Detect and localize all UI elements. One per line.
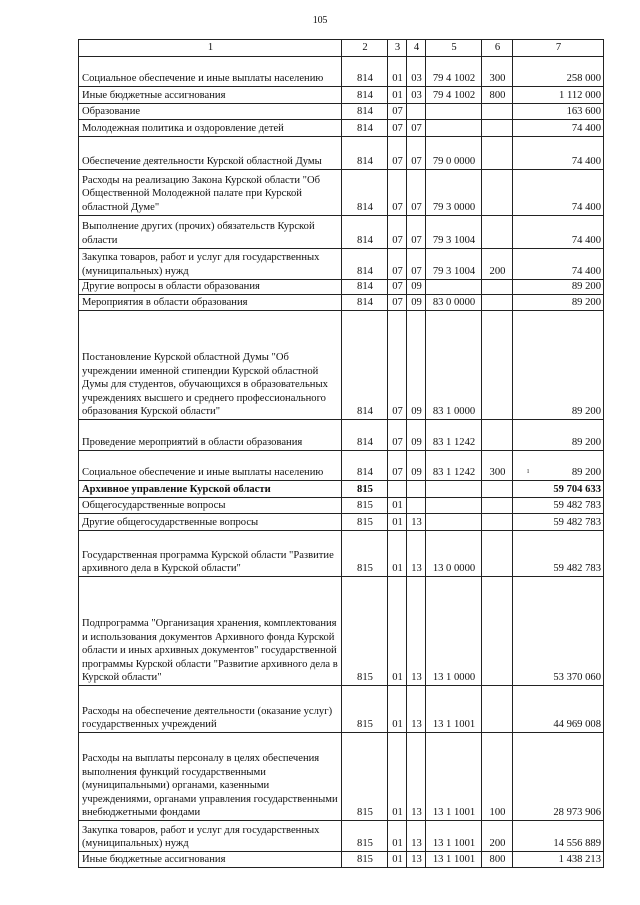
row-section: 07 <box>388 420 407 451</box>
row-subsection: 09 <box>407 295 426 311</box>
row-expense-type <box>482 531 513 577</box>
table-header-row <box>79 40 604 57</box>
row-name: Проведение мероприятий в области образования <box>79 420 342 451</box>
row-name: Расходы на реализацию Закона Курской области "Об Общественной Молодежной палате при Курской областной Думе" <box>79 170 342 216</box>
row-amount: 74 400 <box>513 137 604 170</box>
row-subsection: 09 <box>407 311 426 420</box>
row-name: Образование <box>79 104 342 120</box>
row-amount: 89 200 ı <box>513 451 604 481</box>
row-target-article: 13 1 0000 <box>426 577 482 686</box>
row-expense-type: 100 <box>482 733 513 821</box>
row-ved-code: 815 <box>342 514 388 531</box>
row-subsection <box>407 104 426 120</box>
row-name: Иные бюджетные ассигнования <box>79 852 342 868</box>
row-section: 07 <box>388 120 407 137</box>
row-section: 07 <box>388 104 407 120</box>
row-expense-type <box>482 120 513 137</box>
table-row <box>79 104 604 120</box>
row-ved-code: 814 <box>342 170 388 216</box>
row-subsection: 07 <box>407 249 426 280</box>
row-ved-code: 814 <box>342 249 388 280</box>
row-section: 07 <box>388 451 407 481</box>
row-target-article: 79 4 1002 <box>426 57 482 87</box>
row-section: 01 <box>388 852 407 868</box>
row-amount: 44 969 008 <box>513 686 604 733</box>
row-name: Постановление Курской областной Думы "Об учреждении именной стипендии Курской областной Думы для студентов, обучающихся в образовательных учреждениях высшего и среднего профессионального образования Курской области" <box>79 311 342 420</box>
row-ved-code: 815 <box>342 733 388 821</box>
row-expense-type <box>482 420 513 451</box>
row-name: Подпрограмма "Организация хранения, комплектования и использования документов Архивного фонда Курской области и иных архивных документов" государственной программы Курской области "Развитие архивного дела в Курской области" <box>79 577 342 686</box>
row-amount: 53 370 060 <box>513 577 604 686</box>
row-subsection: 09 <box>407 451 426 481</box>
row-amount: 74 400 <box>513 120 604 137</box>
row-section: 07 <box>388 249 407 280</box>
row-name: Общегосударственные вопросы <box>79 498 342 514</box>
row-ved-code: 814 <box>342 104 388 120</box>
row-name: Закупка товаров, работ и услуг для государственных (муниципальных) нужд <box>79 821 342 852</box>
row-ved-code: 814 <box>342 57 388 87</box>
table-row <box>79 216 604 249</box>
row-amount: 59 482 783 <box>513 514 604 531</box>
scan-artifact-mark: ı <box>527 466 530 475</box>
table-row <box>79 249 604 280</box>
row-subsection: 03 <box>407 57 426 87</box>
row-name: Другие вопросы в области образования <box>79 280 342 295</box>
row-amount: 59 482 783 <box>513 498 604 514</box>
row-target-article: 13 0 0000 <box>426 531 482 577</box>
row-target-article <box>426 120 482 137</box>
row-amount: 59 482 783 <box>513 531 604 577</box>
row-expense-type <box>482 481 513 498</box>
table-row <box>79 498 604 514</box>
table-row <box>79 514 604 531</box>
row-name: Социальное обеспечение и иные выплаты населению <box>79 451 342 481</box>
row-ved-code: 814 <box>342 311 388 420</box>
row-section: 07 <box>388 170 407 216</box>
row-ved-code: 815 <box>342 531 388 577</box>
row-subsection: 09 <box>407 420 426 451</box>
row-target-article <box>426 514 482 531</box>
row-target-article: 13 1 1001 <box>426 852 482 868</box>
row-amount: 1 112 000 <box>513 87 604 104</box>
row-name: Обеспечение деятельности Курской областной Думы <box>79 137 342 170</box>
row-subsection: 07 <box>407 216 426 249</box>
row-expense-type <box>482 104 513 120</box>
row-ved-code: 814 <box>342 451 388 481</box>
row-target-article: 79 0 0000 <box>426 137 482 170</box>
row-target-article: 83 0 0000 <box>426 295 482 311</box>
table-row <box>79 577 604 686</box>
row-target-article: 13 1 1001 <box>426 686 482 733</box>
header-col-4: 4 <box>407 40 426 57</box>
table-row <box>79 821 604 852</box>
row-expense-type: 200 <box>482 821 513 852</box>
row-name: Мероприятия в области образования <box>79 295 342 311</box>
row-expense-type <box>482 280 513 295</box>
row-target-article: 83 1 1242 <box>426 420 482 451</box>
row-target-article: 13 1 1001 <box>426 733 482 821</box>
row-target-article <box>426 280 482 295</box>
row-expense-type: 200 <box>482 249 513 280</box>
row-target-article <box>426 104 482 120</box>
table-row <box>79 852 604 868</box>
row-expense-type <box>482 498 513 514</box>
row-amount: 89 200 <box>513 280 604 295</box>
header-col-5: 5 <box>426 40 482 57</box>
row-section: 01 <box>388 87 407 104</box>
row-expense-type <box>482 311 513 420</box>
row-amount: 258 000 <box>513 57 604 87</box>
table-row <box>79 531 604 577</box>
row-subsection <box>407 498 426 514</box>
row-ved-code: 814 <box>342 87 388 104</box>
header-col-3: 3 <box>388 40 407 57</box>
row-subsection: 13 <box>407 733 426 821</box>
row-subsection <box>407 481 426 498</box>
table-row <box>79 57 604 87</box>
row-target-article: 83 1 0000 <box>426 311 482 420</box>
row-ved-code: 814 <box>342 280 388 295</box>
row-section: 01 <box>388 531 407 577</box>
row-name: Расходы на выплаты персоналу в целях обеспечения выполнения функций государственными (муниципальными) органами, казенными учреждениями, органами управления государственными внебюджетными фондами <box>79 733 342 821</box>
row-subsection: 13 <box>407 686 426 733</box>
row-subsection: 07 <box>407 170 426 216</box>
row-amount: 89 200 <box>513 311 604 420</box>
row-name: Молодежная политика и оздоровление детей <box>79 120 342 137</box>
row-name: Государственная программа Курской области "Развитие архивного дела в Курской области" <box>79 531 342 577</box>
row-target-article: 83 1 1242 <box>426 451 482 481</box>
row-expense-type <box>482 216 513 249</box>
table-row <box>79 451 604 481</box>
table-row <box>79 311 604 420</box>
row-expense-type <box>482 137 513 170</box>
row-amount: 89 200 <box>513 295 604 311</box>
row-name: Выполнение других (прочих) обязательств Курской области <box>79 216 342 249</box>
header-col-1: 1 <box>79 40 342 57</box>
row-ved-code: 814 <box>342 120 388 137</box>
row-section: 07 <box>388 280 407 295</box>
row-expense-type: 800 <box>482 87 513 104</box>
table-row <box>79 686 604 733</box>
row-section: 01 <box>388 498 407 514</box>
row-section: 01 <box>388 733 407 821</box>
row-subsection: 03 <box>407 87 426 104</box>
row-section <box>388 481 407 498</box>
row-section: 07 <box>388 216 407 249</box>
row-target-article: 13 1 1001 <box>426 821 482 852</box>
header-col-7: 7 <box>513 40 604 57</box>
budget-table <box>78 39 604 868</box>
row-expense-type <box>482 686 513 733</box>
row-subsection: 07 <box>407 120 426 137</box>
row-subsection: 07 <box>407 137 426 170</box>
row-section: 07 <box>388 311 407 420</box>
row-target-article: 79 4 1002 <box>426 87 482 104</box>
table-row <box>79 120 604 137</box>
table-row <box>79 137 604 170</box>
row-expense-type: 300 <box>482 57 513 87</box>
page-number: 105 <box>312 15 328 26</box>
row-subsection: 13 <box>407 531 426 577</box>
row-name: Архивное управление Курской области <box>79 481 342 498</box>
row-ved-code: 815 <box>342 498 388 514</box>
row-expense-type: 800 <box>482 852 513 868</box>
row-section: 01 <box>388 577 407 686</box>
row-expense-type <box>482 170 513 216</box>
row-ved-code: 815 <box>342 481 388 498</box>
row-expense-type <box>482 295 513 311</box>
row-subsection: 13 <box>407 852 426 868</box>
row-section: 07 <box>388 137 407 170</box>
row-amount: 89 200 <box>513 420 604 451</box>
header-col-6: 6 <box>482 40 513 57</box>
row-ved-code: 814 <box>342 420 388 451</box>
row-target-article: 79 3 1004 <box>426 216 482 249</box>
table-row <box>79 295 604 311</box>
row-section: 01 <box>388 821 407 852</box>
row-expense-type: 300 <box>482 451 513 481</box>
row-section: 07 <box>388 295 407 311</box>
row-expense-type <box>482 577 513 686</box>
row-amount: 59 704 633 <box>513 481 604 498</box>
row-name: Социальное обеспечение и иные выплаты населению <box>79 57 342 87</box>
row-target-article <box>426 498 482 514</box>
row-name: Иные бюджетные ассигнования <box>79 87 342 104</box>
row-ved-code: 815 <box>342 686 388 733</box>
row-ved-code: 815 <box>342 852 388 868</box>
table-row <box>79 733 604 821</box>
row-amount: 14 556 889 <box>513 821 604 852</box>
table-row <box>79 87 604 104</box>
row-subsection: 13 <box>407 821 426 852</box>
row-section: 01 <box>388 57 407 87</box>
table-row <box>79 481 604 498</box>
header-col-2: 2 <box>342 40 388 57</box>
row-amount: 74 400 <box>513 170 604 216</box>
row-subsection: 13 <box>407 514 426 531</box>
row-name: Расходы на обеспечение деятельности (оказание услуг) государственных учреждений <box>79 686 342 733</box>
row-ved-code: 815 <box>342 577 388 686</box>
table-row <box>79 420 604 451</box>
table-row <box>79 170 604 216</box>
row-amount: 74 400 <box>513 216 604 249</box>
row-section: 01 <box>388 686 407 733</box>
row-ved-code: 814 <box>342 216 388 249</box>
row-amount: 163 600 <box>513 104 604 120</box>
row-section: 01 <box>388 514 407 531</box>
table-row <box>79 280 604 295</box>
row-target-article: 79 3 1004 <box>426 249 482 280</box>
row-target-article <box>426 481 482 498</box>
row-amount: 74 400 <box>513 249 604 280</box>
row-amount: 28 973 906 <box>513 733 604 821</box>
row-ved-code: 814 <box>342 295 388 311</box>
row-subsection: 13 <box>407 577 426 686</box>
row-name: Закупка товаров, работ и услуг для государственных (муниципальных) нужд <box>79 249 342 280</box>
row-ved-code: 815 <box>342 821 388 852</box>
row-amount: 1 438 213 <box>513 852 604 868</box>
row-ved-code: 814 <box>342 137 388 170</box>
row-name: Другие общегосударственные вопросы <box>79 514 342 531</box>
row-subsection: 09 <box>407 280 426 295</box>
row-target-article: 79 3 0000 <box>426 170 482 216</box>
row-expense-type <box>482 514 513 531</box>
